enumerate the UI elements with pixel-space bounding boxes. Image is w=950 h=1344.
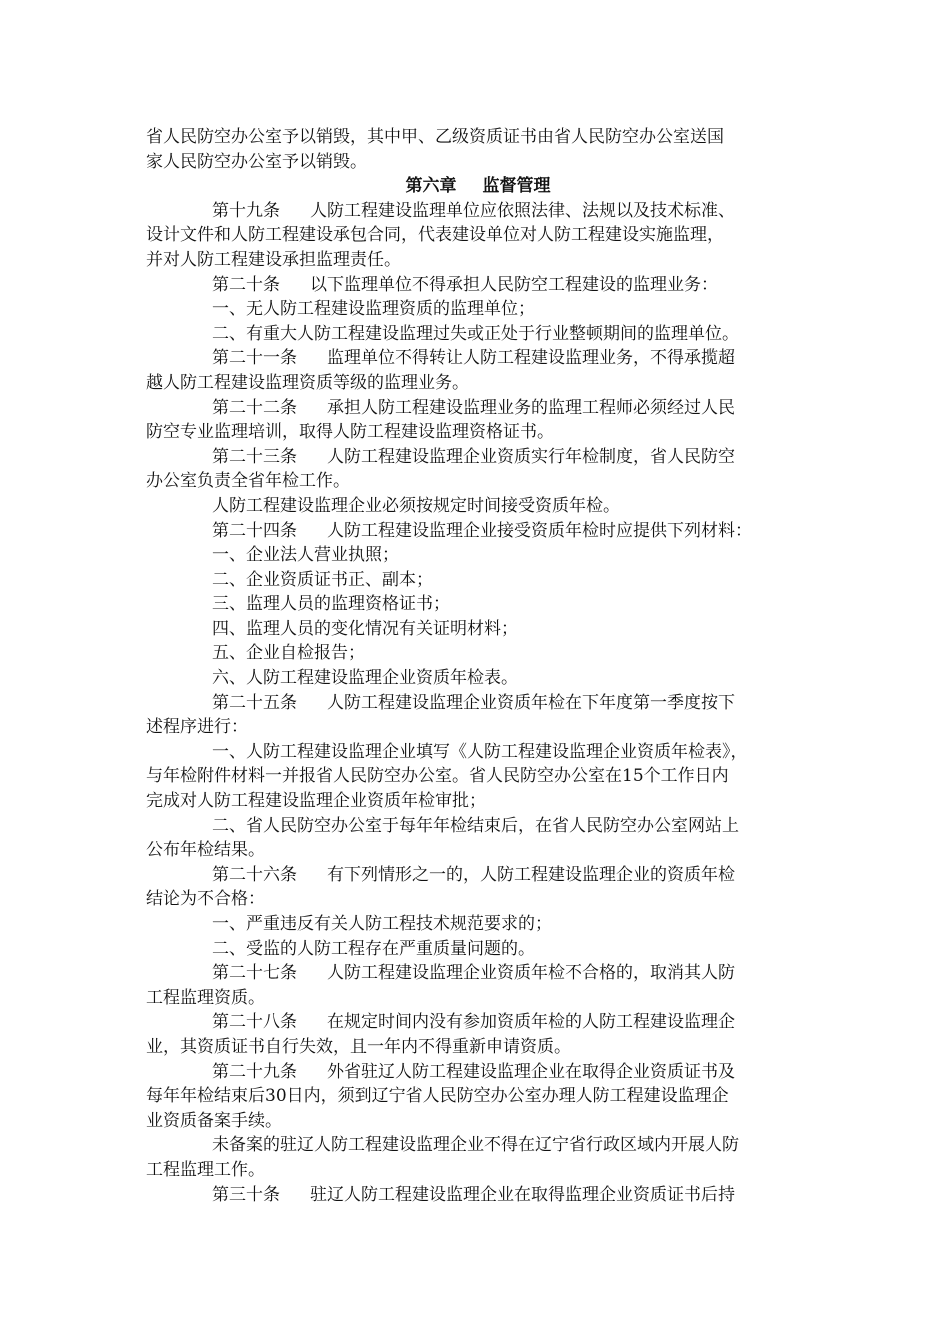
text-line: 防空专业监理培训，取得人防工程建设监理资格证书。 [146, 422, 554, 443]
article-text: 人防工程建设监理企业资质年检不合格的，取消其人防 [327, 963, 735, 984]
article-line [146, 199, 806, 224]
article-number: 第二十一条 [212, 348, 297, 369]
list-item: 一、严重违反有关人防工程技术规范要求的； [212, 914, 552, 934]
article-line [146, 961, 806, 986]
article-text: 人防工程建设监理企业接受资质年检时应提供下列材料： [327, 520, 752, 541]
article-number: 第二十五条 [212, 692, 297, 713]
text-line: 家人民防空办公室予以销毁。 [146, 151, 367, 172]
article-line [146, 445, 806, 470]
text-line: 述程序进行： [146, 717, 248, 738]
list-item: 二、受监的人防工程存在严重质量问题的。 [212, 938, 535, 959]
text-line: 公布年检结果。 [146, 840, 265, 861]
text-line: 业资质备案手续。 [146, 1110, 282, 1131]
article-line [146, 273, 806, 298]
list-item: 二、有重大人防工程建设监理过失或正处于行业整顿期间的监理单位。 [212, 323, 739, 344]
article-line [146, 1010, 806, 1035]
article-line [146, 691, 806, 716]
list-item: 三、监理人员的监理资格证书； [212, 594, 450, 615]
article-number: 第二十条 [212, 274, 280, 295]
article-text: 人防工程建设监理企业资质实行年检制度，省人民防空 [327, 446, 735, 467]
text-line: 完成对人防工程建设监理企业资质年检审批； [146, 791, 486, 812]
article-number: 第二十三条 [212, 446, 297, 467]
text-line: 越人防工程建设监理资质等级的监理业务。 [146, 372, 469, 393]
article-text: 监理单位不得转让人防工程建设监理业务，不得承揽超 [327, 348, 735, 369]
text-line: 未备案的驻辽人防工程建设监理企业不得在辽宁省行政区域内开展人防 [212, 1135, 739, 1156]
text-line: 与年检附件材料一并报省人民防空办公室。省人民防空办公室在15个工作日内 [146, 766, 729, 787]
text-line: 并对人防工程建设承担监理责任。 [146, 249, 401, 270]
article-line [146, 346, 806, 371]
text-line: 省人民防空办公室予以销毁，其中甲、乙级资质证书由省人民防空办公室送国 [146, 127, 724, 147]
text-line: 结论为不合格： [146, 889, 265, 910]
list-item: 四、监理人员的变化情况有关证明材料； [212, 618, 518, 639]
list-item: 一、人防工程建设监理企业填写《人防工程建设监理企业资质年检表》， [212, 741, 748, 762]
list-item: 一、无人防工程建设监理资质的监理单位； [212, 299, 535, 320]
list-item: 一、企业法人营业执照； [212, 545, 399, 566]
article-text: 驻辽人防工程建设监理企业在取得监理企业资质证书后持 [310, 1184, 735, 1205]
article-number: 第三十条 [212, 1184, 280, 1205]
article-line [146, 396, 806, 421]
article-number: 第二十二条 [212, 397, 297, 418]
article-number: 第二十六条 [212, 864, 297, 885]
article-text: 人防工程建设监理单位应依照法律、法规以及技术标准、 [310, 200, 735, 221]
chapter-title: 监督管理 [482, 176, 551, 197]
article-text: 外省驻辽人防工程建设监理企业在取得企业资质证书及 [327, 1061, 735, 1082]
article-number: 第二十八条 [212, 1012, 297, 1033]
list-item: 五、企业自检报告； [212, 643, 365, 664]
text-line: 办公室负责全省年检工作。 [146, 471, 350, 492]
text-line: 人防工程建设监理企业必须按规定时间接受资质年检。 [212, 495, 620, 516]
text-line: 每年年检结束后30日内，须到辽宁省人民防空办公室办理人防工程建设监理企 [146, 1086, 729, 1107]
article-line [146, 519, 806, 544]
article-number: 第二十七条 [212, 963, 297, 984]
article-text: 以下监理单位不得承担人民防空工程建设的监理业务： [310, 274, 718, 295]
text-line: 工程监理资质。 [146, 987, 265, 1008]
article-line [146, 863, 806, 888]
article-number: 第十九条 [212, 200, 280, 221]
article-number: 第二十九条 [212, 1061, 297, 1082]
text-line: 业，其资质证书自行失效，且一年内不得重新申请资质。 [146, 1036, 571, 1057]
article-text: 有下列情形之一的，人防工程建设监理企业的资质年检 [327, 864, 735, 885]
article-number: 第二十四条 [212, 520, 297, 541]
chapter-number: 第六章 [405, 176, 457, 197]
list-item: 二、企业资质证书正、副本； [212, 569, 433, 590]
article-text: 在规定时间内没有参加资质年检的人防工程建设监理企 [327, 1012, 735, 1033]
text-line: 设计文件和人防工程建设承包合同，代表建设单位对人防工程建设实施监理， [146, 225, 724, 246]
article-text: 承担人防工程建设监理业务的监理工程师必须经过人民 [327, 397, 735, 418]
chapter-heading [146, 174, 806, 199]
article-line [146, 1183, 806, 1208]
list-item: 二、省人民防空办公室于每年年检结束后，在省人民防空办公室网站上 [212, 815, 739, 836]
list-item: 六、人防工程建设监理企业资质年检表。 [212, 668, 518, 689]
article-text: 人防工程建设监理企业资质年检在下年度第一季度按下 [327, 692, 735, 713]
document-page [146, 125, 806, 1207]
text-line: 工程监理工作。 [146, 1159, 265, 1180]
article-line [146, 1060, 806, 1085]
